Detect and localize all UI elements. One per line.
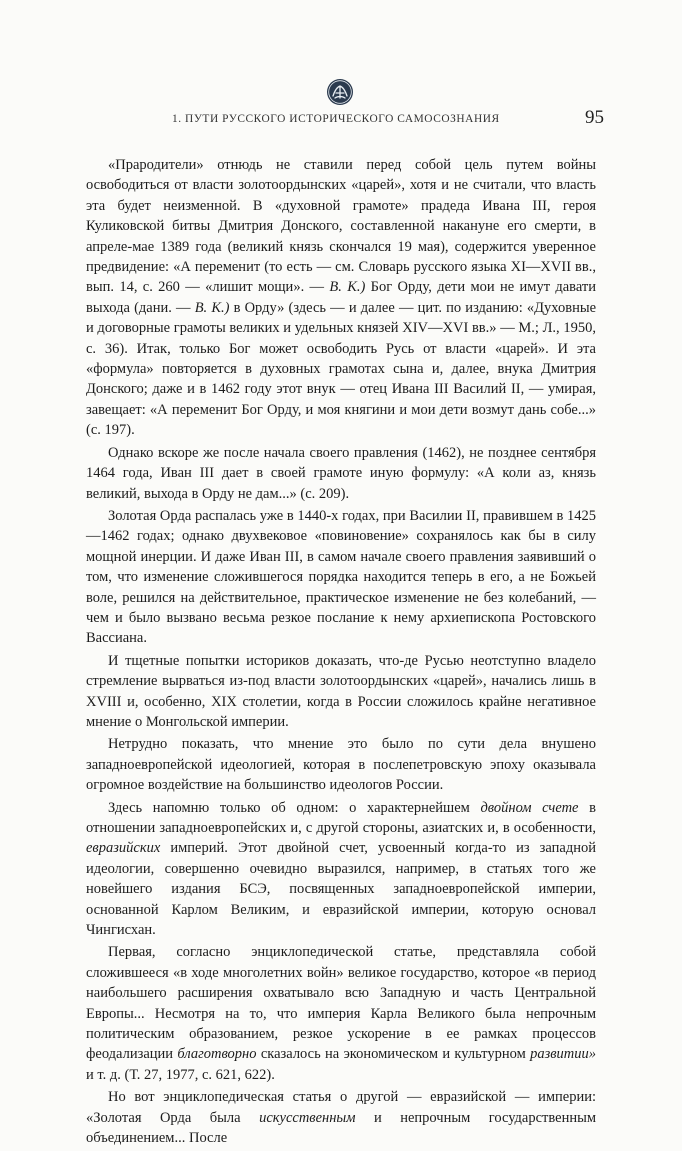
- ornamental-seal-icon: [326, 78, 354, 106]
- italic-text: двойном счете: [480, 799, 579, 816]
- paragraph: [86, 443, 596, 504]
- page-number: 95: [585, 107, 604, 128]
- italic-text: В. К.): [194, 299, 230, 316]
- paragraph: [86, 1087, 596, 1148]
- text-run: и непрочным государственным объединением... После: [86, 1109, 597, 1147]
- paragraph: [86, 155, 596, 441]
- paragraph: [86, 942, 596, 1085]
- italic-text: развитии»: [530, 1046, 597, 1063]
- text-run: Золотая Орда распалась уже в 1440-х годах, при Василии II, правившем в 1425—1462 годах; однако двухвековое «повиновение» сохранялось как бы в силу мощной инерции. И даже Иван III, в самом начале своего правления заявивший о том, что изменение сложившегося порядка находится теперь в его, а не Божьей воле, решился на действительное, практическое изменение не без колебаний, — чем и было вызвано весьма резкое послание к нему архиепископа Ростовского Вассиана.: [86, 507, 596, 647]
- italic-text: благотворно: [177, 1046, 257, 1063]
- italic-text: евразийских: [86, 840, 161, 857]
- paragraph: [86, 798, 596, 941]
- text-run: «Прародители» отнюдь не ставили перед собой цель путем войны освободиться от власти золотоордынских «царей», хотя и не считали, что власть эта будет неизменной. В «духовной грамоте» прадеда Ивана III, героя Куликовской битвы Дмитрия Донского, составленной накануне его смерти, в апреле-мае 1389 года (великий князь скончался 19 мая), содержится уверенное предвидение: «А переменит (то есть — см. Словарь русского языка XI—XVII вв., вып. 14, с. 260 — «лишит мощи». —: [86, 157, 596, 296]
- text-run: в отношении западноевропейских и, с другой стороны, азиатских и, в особенности,: [86, 799, 596, 836]
- text-run: И тщетные попытки историков доказать, что-де Русью неотступно владело стремление вырваться из-под власти золотоордынских «царей», начались лишь в XVIII и, особенно, XIX столетии, когда в России сложилось крайне негативное мнение о Монгольской империи.: [86, 652, 596, 730]
- text-run: и т. д. (Т. 27, 1977, с. 621, 622).: [86, 1066, 275, 1083]
- text-run: Однако вскоре же после начала своего правления (1462), не позднее сентября 1464 года, Иван III дает в своей грамоте иную формулу: «А коли аз, князь великий, выхода в Орду не дам...» (с. 209).: [86, 444, 596, 502]
- running-head: 1. ПУТИ РУССКОГО ИСТОРИЧЕСКОГО САМОСОЗНАНИЯ: [172, 113, 500, 125]
- paragraph: [86, 734, 596, 795]
- paragraph: [86, 506, 596, 649]
- text-run: Но вот энциклопедическая статья о другой — евразийской — империи: «Золотая Орда была: [86, 1089, 596, 1126]
- text-run: империй. Этот двойной счет, усвоенный когда-то из западной идеологии, совершенно очевидно выразился, например, в статьях того же новейшего издания БСЭ, посвященных западноевропейской империи, основанной Карлом Великим, и евразийской империи, которую основал Чингисхан.: [86, 840, 596, 939]
- text-run: Здесь напомню только об одном: о характернейшем: [108, 799, 481, 816]
- text-run: сказалось на экономическом и культурном: [256, 1046, 531, 1063]
- text-run: в Орду» (здесь — и далее — цит. по изданию: «Духовные и договорные грамоты великих и удельных князей XIV—XVI вв.» — М.; Л., 1950, с. 36). Итак, только Бог может освободить Русь от власти «царей». И эта «формула» повторяется в духовных грамотах сына и, далее, внука Дмитрия Донского; даже и в 1462 году этот внук — отец Ивана III Василий II, — умирая, завещает: «А переменит Бог Орду, и моя княгини и мои дети возмут дань собе...» (с. 197).: [86, 299, 597, 439]
- italic-text: В. К.): [329, 279, 366, 296]
- italic-text: искусственным: [259, 1109, 356, 1126]
- paragraph: [86, 651, 596, 733]
- page-header: [76, 107, 604, 137]
- text-run: Первая, согласно энциклопедической статье, представляла собой сложившееся «в ходе многолетних войн» великое государство, которое «в период наибольшего расширения охватывало всю Западную и часть Центральной Европы... Несмотря на то, что империя Карла Великого была непрочным политическим образованием, резкое ускорение в ее рамках процессов феодализации: [86, 944, 596, 1063]
- text-run: Нетрудно показать, что мнение это было по сути дела внушено западноевропейской идеологией, которая в послепетровскую эпоху оказывала огромное воздействие на большинство идеологов России.: [86, 736, 596, 794]
- text-run: Бог Орду, дети мои не имут давати выхода (дани. —: [86, 279, 596, 316]
- body-text: [86, 155, 596, 1151]
